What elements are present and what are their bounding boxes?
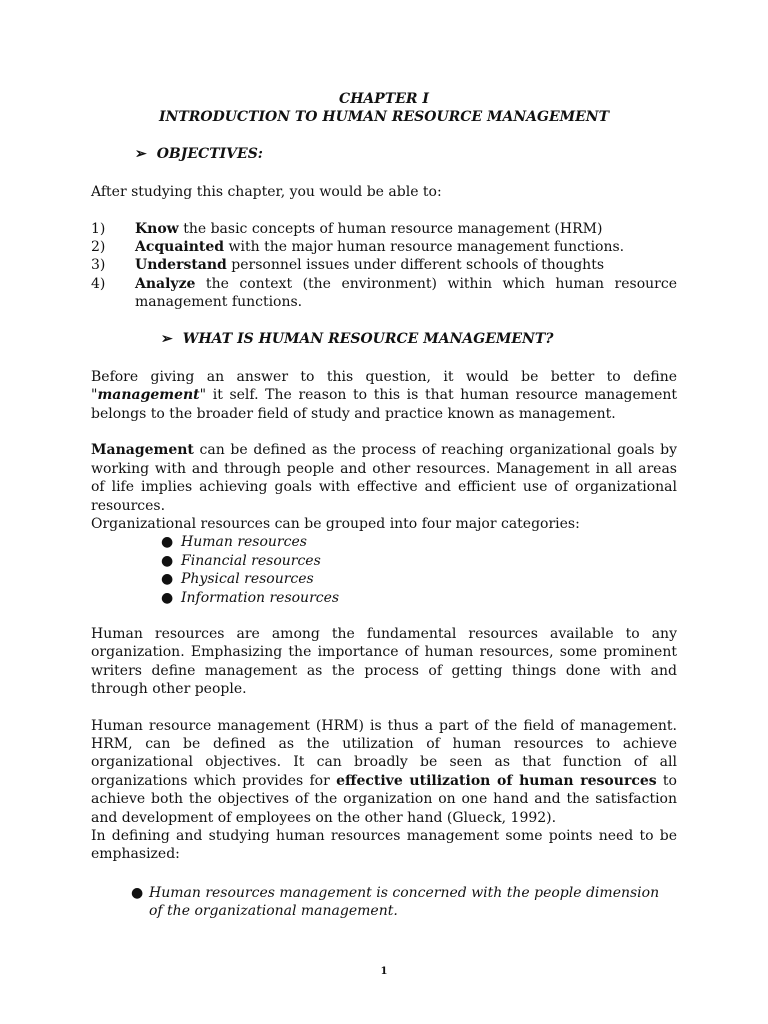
emphasis-effective-utilization: effective utilization of human resources bbox=[336, 772, 657, 789]
list-item: ● Physical resources bbox=[161, 571, 314, 588]
page-number: 1 bbox=[380, 966, 388, 977]
objective-text: the basic concepts of human resource management (HRM) bbox=[178, 220, 603, 237]
paragraph-management-definition: Management can be defined as the process of reaching organizational goals by working with and through people and other resources. Management in all areas of life implies achieving goals with effective and efficient use of organizational resources. bbox=[91, 442, 677, 514]
objectives-intro: After studying this chapter, you would be able to: bbox=[91, 184, 442, 201]
paragraph-definition-intro: Before giving an answer to this question, it would be better to define "management" it self. The reason to this is that human resource management belongs to the broader field of study and practice known as management. bbox=[91, 369, 677, 422]
list-item: ● Information resources bbox=[161, 589, 340, 606]
bullet-icon: ● bbox=[131, 884, 144, 901]
resource-categories-list bbox=[161, 533, 677, 607]
what-is-hrm-heading-text: WHAT IS HUMAN RESOURCE MANAGEMENT? bbox=[182, 330, 554, 347]
paragraph-hrm-definition: Human resource management (HRM) is thus a part of the field of management. HRM, can be defined as the utilization of human resources to achieve organizational objectives. It can broadly be seen as that function of all organizations which provides for effective utilization of human resources to achieve both the objectives of the organization on one hand and the satisfaction and development of employees on the other hand (Glueck, 1992). bbox=[91, 717, 677, 826]
bullet-icon: ● bbox=[161, 552, 174, 569]
list-item bbox=[131, 884, 677, 921]
objective-item bbox=[91, 275, 677, 312]
objective-text: the context (the environment) within which human resource management functions. bbox=[135, 275, 677, 311]
objectives-heading bbox=[135, 145, 677, 163]
paragraph-human-resources: Human resources are among the fundamental resources available to any organization. Emphasizing the importance of human resources, some prominent writers define management as the process of getting things done with and through other people. bbox=[91, 625, 677, 698]
arrow-bullet-icon: ➢ bbox=[135, 145, 147, 162]
objective-keyword: Acquainted bbox=[135, 239, 225, 256]
objective-number: 1) bbox=[91, 220, 106, 237]
bullet-icon: ● bbox=[161, 534, 174, 551]
objective-item bbox=[91, 220, 677, 238]
paragraph-points-intro: In defining and studying human resources management some points need to be emphasized: bbox=[91, 828, 677, 863]
list-item: ● Financial resources bbox=[161, 552, 321, 569]
objective-number: 4) bbox=[91, 275, 106, 292]
objective-item bbox=[91, 238, 677, 256]
point-text: Human resources management is concerned with the people dimension of the organizational management. bbox=[149, 884, 660, 920]
objective-text: personnel issues under different schools of thoughts bbox=[226, 257, 605, 274]
objective-keyword: Analyze bbox=[135, 275, 196, 292]
emphasis-management: management bbox=[97, 387, 200, 404]
objective-number: 2) bbox=[91, 239, 106, 256]
objective-number: 3) bbox=[91, 257, 106, 274]
bullet-icon: ● bbox=[161, 589, 174, 606]
chapter-label: CHAPTER I bbox=[339, 91, 429, 107]
what-is-hrm-heading bbox=[161, 330, 677, 348]
chapter-title: INTRODUCTION TO HUMAN RESOURCE MANAGEMENT bbox=[158, 109, 610, 126]
page-content bbox=[91, 90, 677, 921]
categories-intro: Organizational resources can be grouped into four major categories: bbox=[91, 515, 580, 532]
objective-item bbox=[91, 256, 677, 274]
arrow-bullet-icon: ➢ bbox=[161, 330, 173, 347]
objective-keyword: Know bbox=[135, 220, 179, 237]
list-item: ● Human resources bbox=[161, 534, 307, 551]
objective-keyword: Understand bbox=[135, 257, 227, 274]
management-keyword: Management bbox=[91, 442, 194, 459]
objectives-heading-text: OBJECTIVES: bbox=[156, 145, 263, 162]
bullet-icon: ● bbox=[161, 571, 174, 588]
objective-text: with the major human resource management functions. bbox=[224, 239, 625, 256]
objectives-list bbox=[91, 220, 677, 312]
